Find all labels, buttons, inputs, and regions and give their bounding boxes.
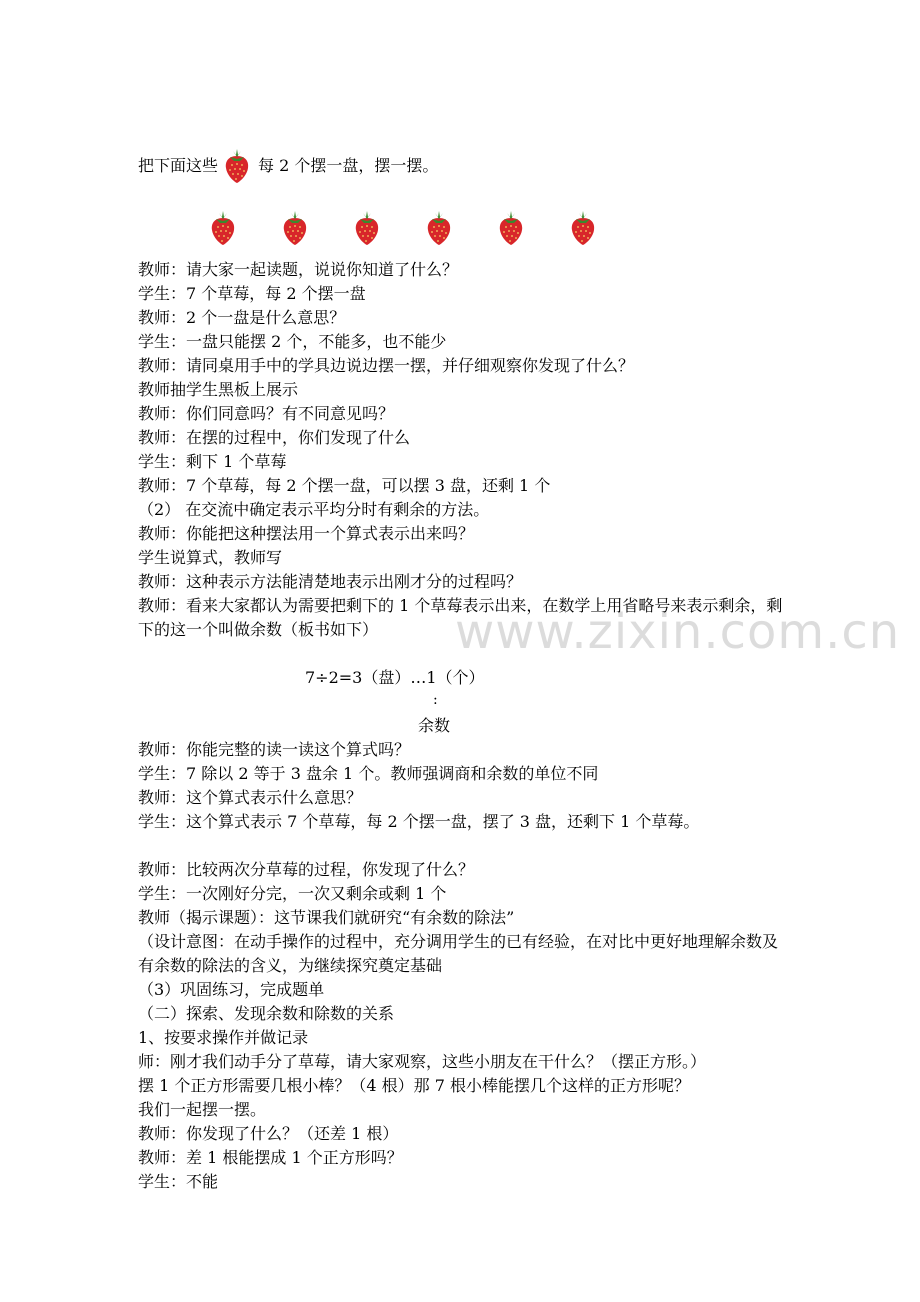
strawberry-row	[208, 210, 608, 246]
dialogue-line: 学生：一次刚好分完，一次又剩余或剩 1 个	[138, 884, 447, 903]
dialogue-line: 教师：差 1 根能摆成 1 个正方形吗？	[138, 1148, 403, 1167]
intro-text-before: 把下面这些	[138, 156, 219, 175]
dialogue-line: 教师：这种表示方法能清楚地表示出刚才分的过程吗？	[138, 572, 523, 591]
dialogue-line: 教师：2 个一盘是什么意思？	[138, 308, 346, 327]
dialogue-line: 教师：请大家一起读题，说说你知道了什么？	[138, 260, 459, 279]
dialogue-line: 教师：在摆的过程中，你们发现了什么	[138, 428, 411, 447]
intro-line	[138, 148, 798, 184]
dialogue-line: 师：刚才我们动手分了草莓，请大家观察，这些小朋友在干什么？（摆正方形。）	[138, 1052, 707, 1071]
dialogue-line: 1、按要求操作并做记录	[138, 1028, 309, 1047]
division-formula: 7÷2=3（盘）…1（个）	[305, 668, 485, 687]
dialogue-line: 教师：你能把这种摆法用一个算式表示出来吗？	[138, 524, 475, 543]
strawberry-icon	[424, 210, 454, 246]
strawberry-icon	[222, 148, 252, 184]
strawberry-icon	[352, 210, 382, 246]
dialogue-line: 教师：看来大家都认为需要把剩下的 1 个草莓表示出来，在数学上用省略号来表示剩余，剩下的这一个叫做余数（板书如下）	[138, 596, 783, 639]
strawberry-icon	[496, 210, 526, 246]
dialogue-line: 教师：你们同意吗？有不同意见吗？	[138, 404, 395, 423]
dialogue-line: 学生：7 除以 2 等于 3 盘余 1 个。教师强调商和余数的单位不同	[138, 764, 599, 783]
dialogue-line: 教师：你发现了什么？（还差 1 根）	[138, 1124, 399, 1143]
dialogue-line: （二）探索、发现余数和除数的关系	[138, 1004, 395, 1023]
dialogue-line: 学生：一盘只能摆 2 个，不能多，也不能少	[138, 332, 447, 351]
strawberry-icon	[568, 210, 598, 246]
dialogue-line: 学生：7 个草莓，每 2 个摆一盘	[138, 284, 366, 303]
dialogue-line: 我们一起摆一摆。	[138, 1100, 267, 1119]
dialogue-line: （2） 在交流中确定表示平均分时有剩余的方法。	[138, 500, 490, 519]
dialogue-line: 教师：比较两次分草莓的过程，你发现了什么？	[138, 860, 475, 879]
remainder-label: 余数	[418, 716, 451, 735]
dialogue-line: 教师：7 个草莓，每 2 个摆一盘，可以摆 3 盘，还剩 1 个	[138, 476, 551, 495]
strawberry-icon	[280, 210, 310, 246]
dialogue-line: 教师抽学生黑板上展示	[138, 380, 299, 399]
watermark: www.zixin.com.cn	[455, 604, 901, 660]
dialogue-line: 学生说算式，教师写	[138, 548, 283, 567]
dialogue-line: 教师：请同桌用手中的学具边说边摆一摆，并仔细观察你发现了什么？	[138, 356, 635, 375]
remainder-pointer: :	[433, 692, 438, 708]
intro-text-after: 每 2 个摆一盘，摆一摆。	[258, 156, 439, 175]
dialogue-line: 教师（揭示课题）：这节课我们就研究“有余数的除法”	[138, 908, 515, 927]
dialogue-line: 教师：这个算式表示什么意思？	[138, 788, 363, 807]
dialogue-line: 教师：你能完整的读一读这个算式吗？	[138, 740, 411, 759]
dialogue-line: 学生：这个算式表示 7 个草莓，每 2 个摆一盘，摆了 3 盘，还剩下 1 个草莓。	[138, 812, 700, 831]
dialogue-line: 学生：不能	[138, 1172, 219, 1191]
dialogue-line: 学生：剩下 1 个草莓	[138, 452, 287, 471]
dialogue-line: 摆 1 个正方形需要几根小棒？（4 根）那 7 根小棒能摆几个这样的正方形呢？	[138, 1076, 690, 1095]
dialogue-line: （设计意图：在动手操作的过程中，充分调用学生的已有经验，在对比中更好地理解余数及有余数的除法的含义，为继续探究奠定基础	[138, 932, 779, 975]
dialogue-line: （3）巩固练习，完成题单	[138, 980, 325, 999]
strawberry-icon	[208, 210, 238, 246]
